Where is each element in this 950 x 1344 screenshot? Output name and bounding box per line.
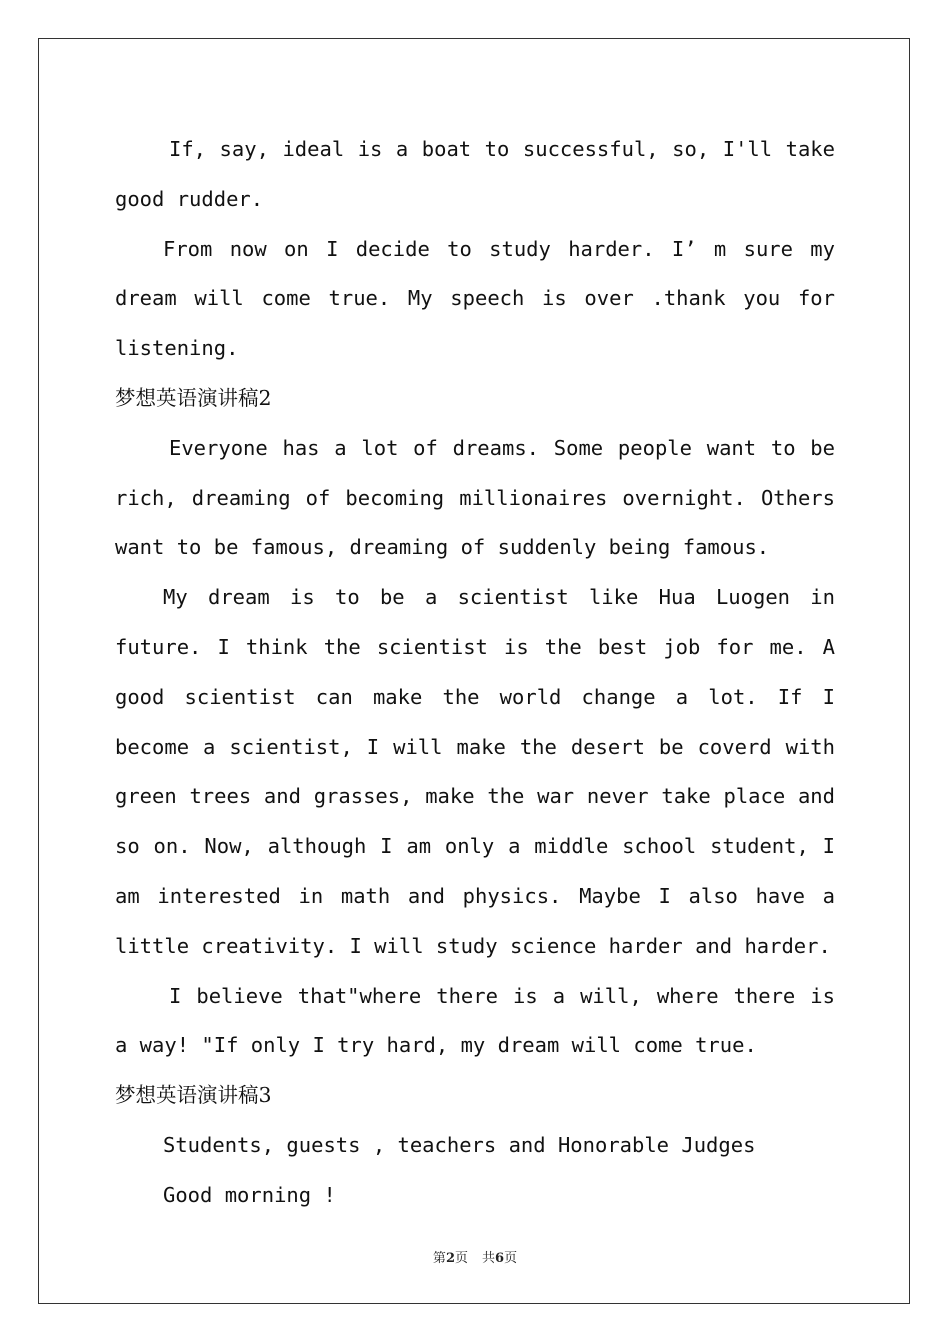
paragraph: I believe that"where there is a will, where there is a way! "If only I try hard, my dream will come true. xyxy=(115,983,835,1058)
page-number-suffix: 页 xyxy=(454,1251,468,1266)
page-number-current: 2 xyxy=(445,1251,455,1266)
page-total-prefix: 共 xyxy=(482,1251,496,1266)
page-number-prefix: 第 xyxy=(432,1251,446,1266)
paragraph: If, say, ideal is a boat to successful, so, I'll take good rudder. xyxy=(115,137,835,211)
section-heading: 梦想英语演讲稿2 xyxy=(115,385,272,410)
section-heading: 梦想英语演讲稿3 xyxy=(115,1083,272,1108)
page-total-suffix: 页 xyxy=(504,1251,518,1266)
paragraph: Students, guests , teachers and Honorable Judges xyxy=(163,1132,756,1157)
paragraph: From now on I decide to study harder. I’ m sure my dream will come true. My speech is over .thank you for listening. xyxy=(115,236,835,361)
paragraph: Everyone has a lot of dreams. Some people want to be rich, dreaming of becoming millionaires overnight. Others want to be famous, dreaming of suddenly being famous. xyxy=(115,435,835,560)
page-number-total: 6 xyxy=(495,1251,505,1266)
paragraph: Good morning ! xyxy=(163,1182,336,1207)
paragraph: My dream is to be a scientist like Hua Luogen in future. I think the scientist is the best job for me. A good scientist can make the world change a lot. If I become a scientist, I will make the desert be coverd with green trees and grasses, make the war never take place and so on. Now, although I am only a middle school student, I am interested in math and physics. Maybe I also have a little creativity. I will study science harder and harder. xyxy=(115,585,835,958)
document-body xyxy=(115,125,835,1221)
page-footer xyxy=(0,1247,950,1266)
